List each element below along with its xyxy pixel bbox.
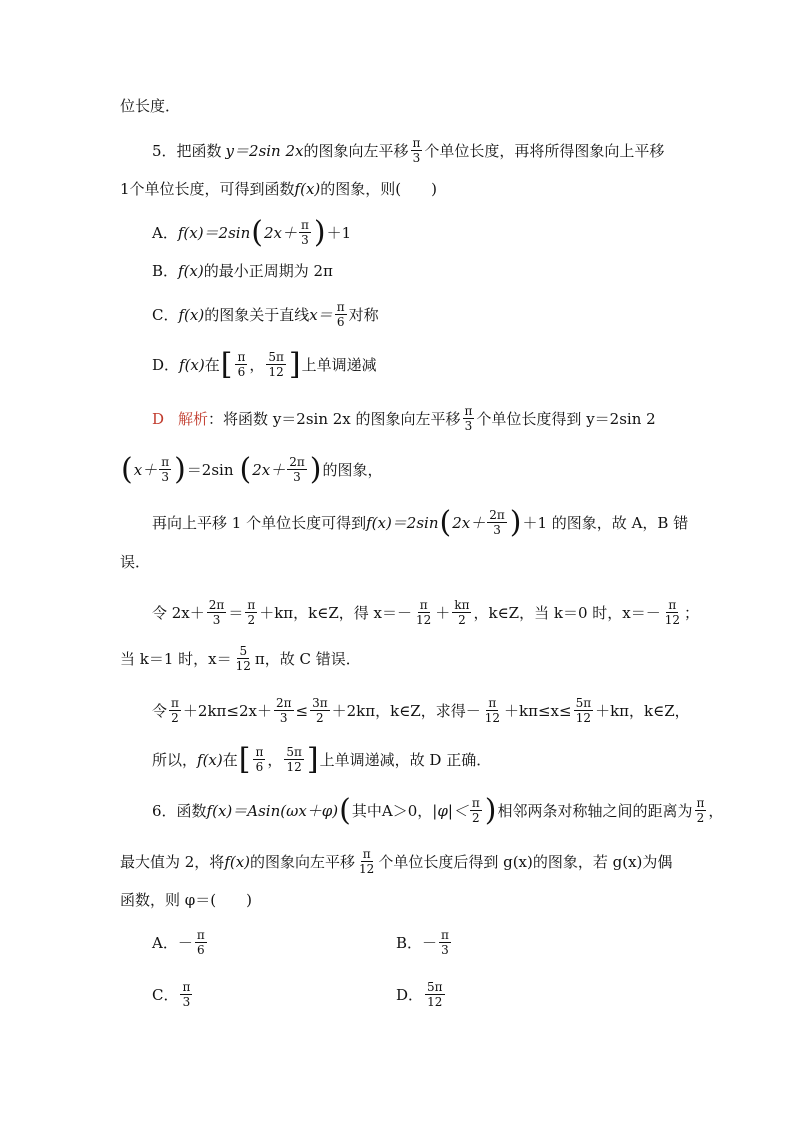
solution-line-1: [152, 404, 712, 433]
fraction: $\frac{\pi}{12}$: [664, 598, 681, 627]
text: ＋kπ≤x≤: [504, 701, 572, 720]
solution-line-4: [120, 550, 680, 574]
fraction: $\frac{2\pi}{3}$: [489, 508, 505, 537]
fraction: $\frac{\pi}{12}$: [359, 847, 375, 876]
fraction: $\frac{5}{12}$: [235, 644, 251, 673]
text: 1个单位长度，可得到函数: [120, 180, 295, 198]
solution-line-5: [152, 598, 712, 627]
fraction: $\frac{\pi}{3}$: [161, 455, 170, 484]
text: 个单位长度得到 y＝2sin 2: [476, 409, 656, 428]
text: 位长度．: [120, 97, 181, 115]
text: ＋2kπ，k∈Z，求得－: [331, 701, 481, 720]
text: 函数，则 φ＝( ): [120, 891, 252, 909]
answer-letter: D: [152, 409, 165, 428]
option-label: C．: [152, 305, 179, 324]
option-label: B．: [152, 262, 179, 280]
text: 的图象，: [322, 460, 383, 479]
text: 5．把函数: [152, 141, 222, 160]
option-c: [152, 980, 194, 1009]
text: 当 k＝1 时，x＝: [120, 649, 232, 668]
text: 所以，: [152, 750, 198, 769]
text: 在: [222, 750, 238, 769]
solution-line-2: ( x＋ $\frac{\pi}{3}$ ) ＝2sin ( 2x＋ $\frac{2\pi}{3}$ ) 的图象，: [121, 451, 383, 487]
question-6-line-2: [120, 847, 680, 876]
text: ＝2sin: [186, 460, 234, 479]
question-6-line-3: [120, 888, 680, 912]
text: 相邻两条对称轴之间的距离为: [497, 801, 693, 820]
math: f(x): [178, 305, 205, 324]
fraction: $\frac{\pi}{3}$: [301, 218, 309, 247]
option-c: [152, 300, 712, 329]
text: 的图象向左平移: [250, 852, 356, 871]
text: 的最小正周期为 2π: [203, 262, 333, 280]
text: ＝: [228, 603, 244, 622]
text: 最大值为 2，将: [120, 852, 225, 871]
fraction: $\frac{k\pi}{2}$: [454, 598, 470, 627]
text: ，: [708, 801, 724, 820]
math: f(x)＝2sin: [366, 513, 439, 532]
text: ＋kπ，k∈Z，: [595, 701, 690, 720]
fraction: $\frac{\pi}{6}$: [336, 300, 345, 329]
text-line: [120, 94, 680, 118]
fraction: $\frac{2\pi}{3}$: [289, 455, 305, 484]
solution-line-3: 再向上平移 1 个单位长度可得到 f(x)＝2sin ( 2x＋ $\frac{2\pi}{3}$ ) ＋1 的图象，故 A，B 错: [152, 504, 689, 540]
fraction: $\frac{\pi}{3}$: [412, 136, 421, 165]
option-label: A．－: [152, 933, 193, 952]
text: 在: [204, 355, 220, 374]
fraction: $\frac{\pi}{12}$: [484, 696, 501, 725]
fraction: $\frac{5\pi}{12}$: [286, 745, 302, 774]
math: 2x＋: [263, 223, 297, 242]
fraction: $\frac{\pi}{12}$: [416, 598, 432, 627]
fraction: $\frac{2\pi}{3}$: [208, 598, 225, 627]
math: 2x＋: [252, 460, 286, 479]
text: 令 2x＋: [152, 603, 205, 622]
text: π，故 C 错误．: [254, 649, 361, 668]
text: ，: [267, 750, 283, 769]
math: y＝2sin 2x: [225, 141, 304, 160]
fraction: $\frac{5\pi}{12}$: [427, 980, 443, 1009]
option-label: D．: [152, 355, 180, 374]
math: |φ|＜: [432, 801, 468, 820]
text: 个单位长度后得到 g(x)的图象，若 g(x)为偶: [378, 852, 673, 871]
option-d: [396, 980, 447, 1009]
question-5-line-2: [120, 177, 680, 201]
text: ，: [249, 355, 265, 374]
text: ：将函数 y＝2sin 2x 的图象向左平移: [208, 409, 461, 428]
fraction: $\frac{\pi}{3}$: [464, 404, 473, 433]
math: f(x)＝2sin: [177, 223, 251, 242]
math: 2x＋: [452, 513, 486, 532]
fraction: $\frac{\pi}{2}$: [696, 796, 705, 825]
fraction: $\frac{5\pi}{12}$: [575, 696, 592, 725]
fraction: $\frac{2\pi}{3}$: [275, 696, 292, 725]
text: 的图象向左平移: [303, 141, 409, 160]
text: 的图象关于直线: [204, 305, 310, 324]
option-b: [152, 259, 712, 283]
math: x＋: [133, 460, 158, 479]
math: f(x): [178, 262, 204, 280]
option-d: D． f(x) 在 [ $\frac{\pi}{6}$ ， $\frac{5\pi}{12}$ ] 上单调递减: [152, 346, 377, 382]
fraction: $\frac{5\pi}{12}$: [268, 350, 284, 379]
option-label: B．－: [396, 933, 438, 952]
text: 上单调递减，故 D 正确．: [319, 750, 492, 769]
option-b: [396, 928, 453, 957]
fraction: $\frac{\pi}{2}$: [247, 598, 256, 627]
option-a: A． f(x)＝2sin ( 2x＋ $\frac{\pi}{3}$ ) ＋1: [152, 214, 352, 250]
option-label: A．: [152, 223, 178, 242]
text: 误．: [120, 553, 151, 571]
text: 的图象，则( ): [320, 180, 437, 198]
solution-label: 解析: [178, 409, 209, 428]
text: 上单调递减: [301, 355, 377, 374]
text: 令: [152, 701, 168, 720]
text: ＋: [435, 603, 451, 622]
text: ；: [684, 603, 700, 622]
text: ，k∈Z，当 k＝0 时，x＝－: [473, 603, 661, 622]
fraction: $\frac{3\pi}{2}$: [312, 696, 328, 725]
text: 对称: [348, 305, 379, 324]
solution-line-7: [152, 696, 712, 725]
math: x＝: [309, 305, 333, 324]
solution-line-8: 所以， f(x) 在 [ $\frac{\pi}{6}$ ， $\frac{5\pi}{12}$ ] 上单调递减，故 D 正确．: [152, 741, 492, 777]
solution-line-6: [120, 644, 680, 673]
math: f(x): [294, 180, 321, 198]
text: 其中A＞0，: [351, 801, 433, 820]
option-label: C．: [152, 985, 179, 1004]
question-5-line-1: [152, 136, 712, 165]
text: ＋2kπ≤2x＋: [182, 701, 272, 720]
fraction: $\frac{\pi}{2}$: [471, 796, 480, 825]
text: 个单位长度，再将所得图象向上平移: [424, 141, 665, 160]
question-6-line-1: 6．函数 f(x)＝Asin(ωx＋φ) ( 其中A＞0， |φ|＜ $\frac{\pi}{2}$ ) 相邻两条对称轴之间的距离为 $\frac{\pi}{2}$ ，: [152, 792, 724, 828]
fraction: $\frac{\pi}{3}$: [441, 928, 449, 957]
math: f(x)＝Asin(ωx＋φ): [206, 801, 339, 820]
fraction: $\frac{\pi}{6}$: [196, 928, 205, 957]
text: ≤: [295, 701, 309, 720]
fraction: $\frac{\pi}{2}$: [171, 696, 179, 725]
math: f(x): [179, 355, 205, 374]
text: 再向上平移 1 个单位长度可得到: [152, 513, 367, 532]
text: ＋kπ，k∈Z，得 x＝－: [259, 603, 413, 622]
text: 6．函数: [152, 801, 207, 820]
text: ＋1 的图象，故 A，B 错: [522, 513, 689, 532]
fraction: $\frac{\pi}{6}$: [255, 745, 264, 774]
math: f(x): [224, 852, 251, 871]
fraction: $\frac{\pi}{3}$: [182, 980, 191, 1009]
math: f(x): [197, 750, 223, 769]
fraction: $\frac{\pi}{6}$: [237, 350, 246, 379]
option-label: D．: [396, 985, 424, 1004]
text: ＋1: [326, 223, 352, 242]
option-a: [152, 928, 209, 957]
